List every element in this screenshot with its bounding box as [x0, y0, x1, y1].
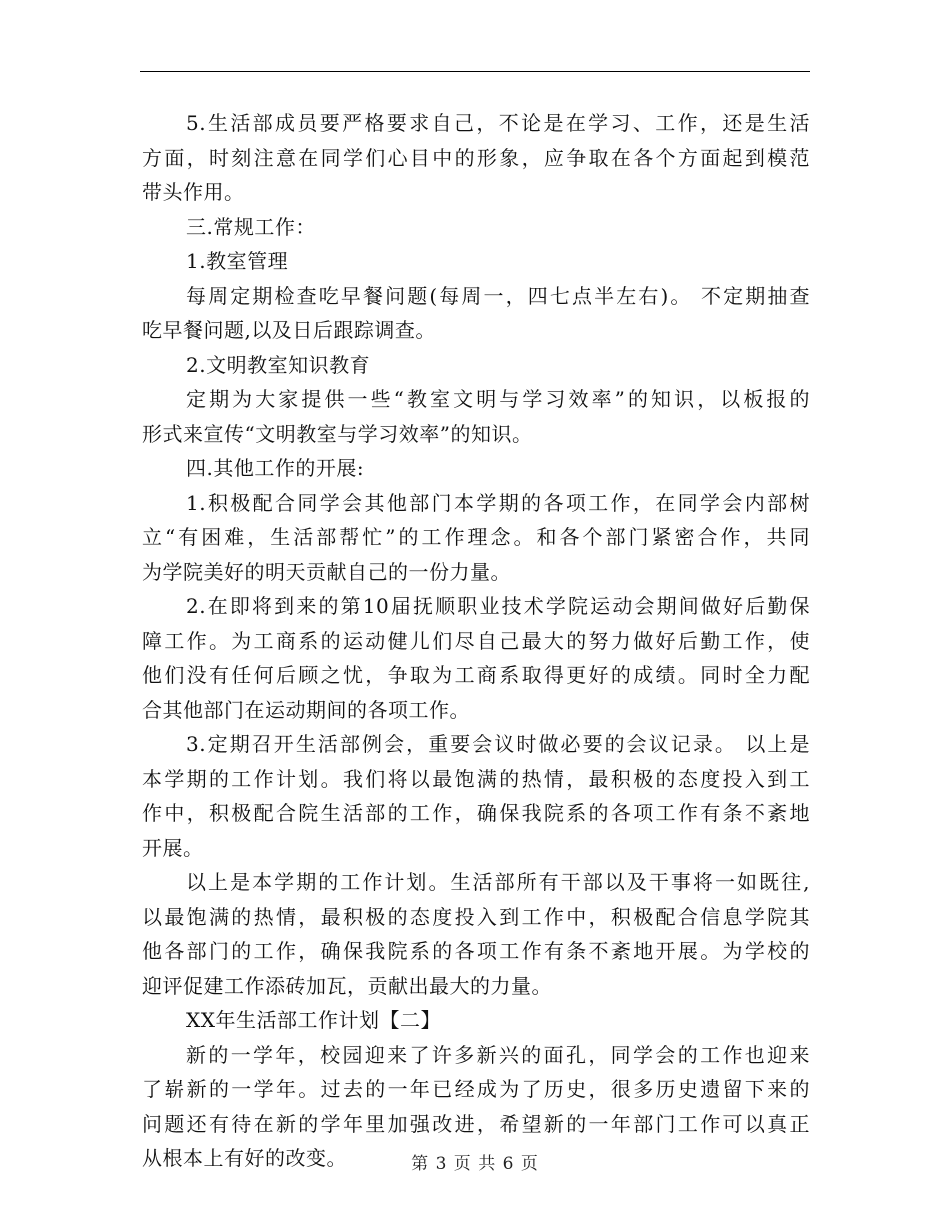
text-line: 2.在即将到来的第10届抚顺职业技术学院运动会期间做好后勤保: [186, 594, 810, 618]
text-line: 合其他部门在运动期间的各项工作。: [142, 697, 470, 722]
text-line: 作中，积极配合院生活部的工作，确保我院系的各项工作有条不紊地: [142, 801, 810, 825]
text-line: 迎评促建工作添砖加瓦，贡献出最大的力量。: [142, 973, 552, 998]
text-line: XX年生活部工作计划【二】: [186, 1008, 441, 1032]
text-line: 形式来宣传“文明教室与学习效率”的知识。: [142, 421, 533, 446]
text-line: 2.文明教室知识教育: [186, 352, 371, 377]
text-line: 问题还有待在新的学年里加强改进，希望新的一年部门工作可以真正: [142, 1111, 810, 1136]
text-line: 了崭新的一学年。过去的一年已经成为了历史，很多历史遗留下来的: [142, 1077, 810, 1101]
text-line: 5.生活部成员要严格要求自己，不论是在学习、工作，还是生活: [186, 111, 810, 135]
text-line: 1.教室管理: [186, 249, 289, 273]
text-line: 从根本上有好的改变。: [142, 1146, 347, 1170]
header-rule: [140, 71, 810, 72]
text-line: 为学院美好的明天贡献自己的一份力量。: [142, 559, 511, 584]
text-line: 定期为大家提供一些“教室文明与学习效率”的知识，以板报的: [186, 387, 810, 411]
text-line: 吃早餐问题,以及日后跟踪调查。: [142, 318, 436, 342]
text-line: 以上是本学期的工作计划。生活部所有干部以及干事将一如既往,: [186, 870, 810, 894]
text-line: 每周定期检查吃早餐问题(每周一，四七点半左右)。 不定期抽查: [186, 283, 810, 308]
text-line: 他各部门的工作，确保我院系的各项工作有条不紊地开展。为学校的: [142, 939, 810, 963]
text-line: 方面，时刻注意在同学们心目中的形象，应争取在各个方面起到模范: [142, 145, 810, 170]
text-line: 立“有困难，生活部帮忙”的工作理念。和各个部门紧密合作，共同: [142, 525, 810, 549]
text-line: 三.常规工作：: [186, 214, 316, 239]
text-line: 以最饱满的热情，最积极的态度投入到工作中，积极配合信息学院其: [142, 904, 810, 929]
text-line: 他们没有任何后顾之忧，争取为工商系取得更好的成绩。同时全力配: [142, 663, 810, 687]
text-line: 3.定期召开生活部例会，重要会议时做必要的会议记录。 以上是: [186, 732, 810, 756]
text-line: 1.积极配合同学会其他部门本学期的各项工作，在同学会内部树: [186, 490, 810, 515]
text-line: 本学期的工作计划。我们将以最饱满的热情，最积极的态度投入到工: [142, 766, 810, 791]
text-line: 障工作。为工商系的运动健儿们尽自己最大的努力做好后勤工作，使: [142, 628, 810, 653]
text-line: 四.其他工作的开展:: [186, 456, 365, 480]
document-body: [142, 106, 810, 1176]
page-number-footer: 第 3 页 共 6 页: [411, 1154, 539, 1174]
text-line: 带头作用。: [142, 180, 245, 204]
text-line: 新的一学年，校园迎来了许多新兴的面孔，同学会的工作也迎来: [186, 1042, 810, 1067]
text-line: 开展。: [142, 835, 204, 860]
